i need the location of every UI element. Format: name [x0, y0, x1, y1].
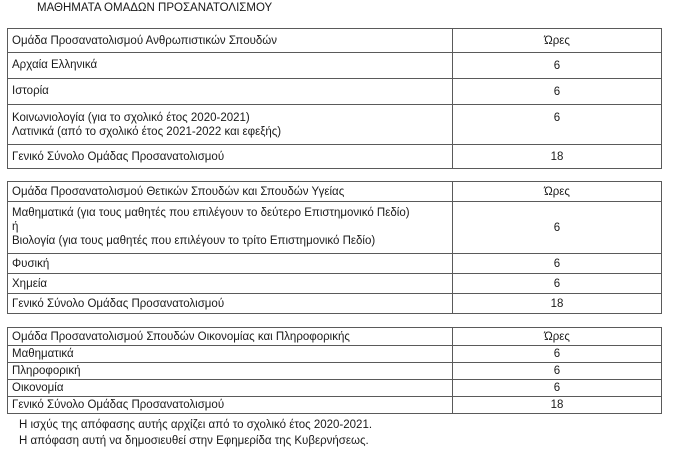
table-row: [8, 254, 662, 274]
total-hours: 18: [453, 145, 662, 169]
course-hours: 6: [453, 274, 662, 294]
course-line: Λατινικά (από το σχολικό έτος 2021-2022 και εφεξής): [12, 126, 282, 138]
total-label: Γενικό Σύνολο Ομάδας Προσανατολισμού: [8, 294, 453, 314]
group-title: Ομάδα Προσανατολισμού Ανθρωπιστικών Σπουδών: [8, 29, 453, 53]
group-header-row: [8, 182, 662, 202]
table-row: [8, 380, 662, 397]
table-row: [8, 346, 662, 363]
group-title: Ομάδα Προσανατολισμού Θετικών Σπουδών και Σπουδών Υγείας: [8, 182, 453, 202]
course-line: Βιολογία (για τους μαθητές που επιλέγουν το τρίτο Επιστημονικό Πεδίο): [12, 235, 376, 247]
course-name: [8, 105, 453, 145]
total-label: Γενικό Σύνολο Ομάδας Προσανατολισμού: [8, 145, 453, 169]
table-row: [8, 79, 662, 105]
group-table-humanities: [7, 28, 662, 169]
course-line: Μαθηματικά (για τους μαθητές που επιλέγουν το δεύτερο Επιστημονικό Πεδίο): [12, 207, 410, 219]
course-name: Φυσική: [8, 254, 453, 274]
total-row: [8, 294, 662, 314]
group-header-row: [8, 328, 662, 346]
course-line: ή: [12, 221, 19, 233]
group-table-economics: [7, 327, 662, 414]
page-heading: ΜΑΘΗΜΑΤΑ ΟΜΑΔΩΝ ΠΡΟΣΑΝΑΤΟΛΙΣΜΟΥ: [37, 2, 273, 14]
hours-header: Ώρες: [453, 328, 662, 346]
course-name: Πληροφορική: [8, 363, 453, 380]
group-table-sciences: [7, 181, 662, 314]
hours-header: Ώρες: [453, 29, 662, 53]
group-title: Ομάδα Προσανατολισμού Σπουδών Οικονομίας και Πληροφορικής: [8, 328, 453, 346]
table-row: [8, 363, 662, 380]
course-hours: 6: [453, 53, 662, 79]
course-hours: 6: [453, 363, 662, 380]
course-line: Κοινωνιολογία (για το σχολικό έτος 2020-2021): [12, 112, 250, 124]
total-label: Γενικό Σύνολο Ομάδας Προσανατολισμού: [8, 397, 453, 414]
course-hours: 6: [453, 105, 662, 145]
table-row: [8, 274, 662, 294]
course-hours: 6: [453, 380, 662, 397]
total-row: [8, 397, 662, 414]
table-row: [8, 105, 662, 145]
total-hours: 18: [453, 397, 662, 414]
footnote-effective-date: Η ισχύς της απόφασης αυτής αρχίζει από το σχολικό έτος 2020-2021.: [19, 419, 373, 431]
table-row: [8, 202, 662, 254]
course-hours: 6: [453, 79, 662, 105]
hours-header: Ώρες: [453, 182, 662, 202]
course-name: Αρχαία Ελληνικά: [8, 53, 453, 79]
course-name: Χημεία: [8, 274, 453, 294]
course-name: Μαθηματικά: [8, 346, 453, 363]
footnote-publication: Η απόφαση αυτή να δημοσιευθεί στην Εφημερίδα της Κυβερνήσεως.: [19, 435, 369, 447]
course-name: [8, 202, 453, 254]
table-row: [8, 53, 662, 79]
course-name: Οικονομία: [8, 380, 453, 397]
course-name: Ιστορία: [8, 79, 453, 105]
course-hours: 6: [453, 254, 662, 274]
course-hours: 6: [453, 202, 662, 254]
group-header-row: [8, 29, 662, 53]
course-hours: 6: [453, 346, 662, 363]
total-row: [8, 145, 662, 169]
total-hours: 18: [453, 294, 662, 314]
